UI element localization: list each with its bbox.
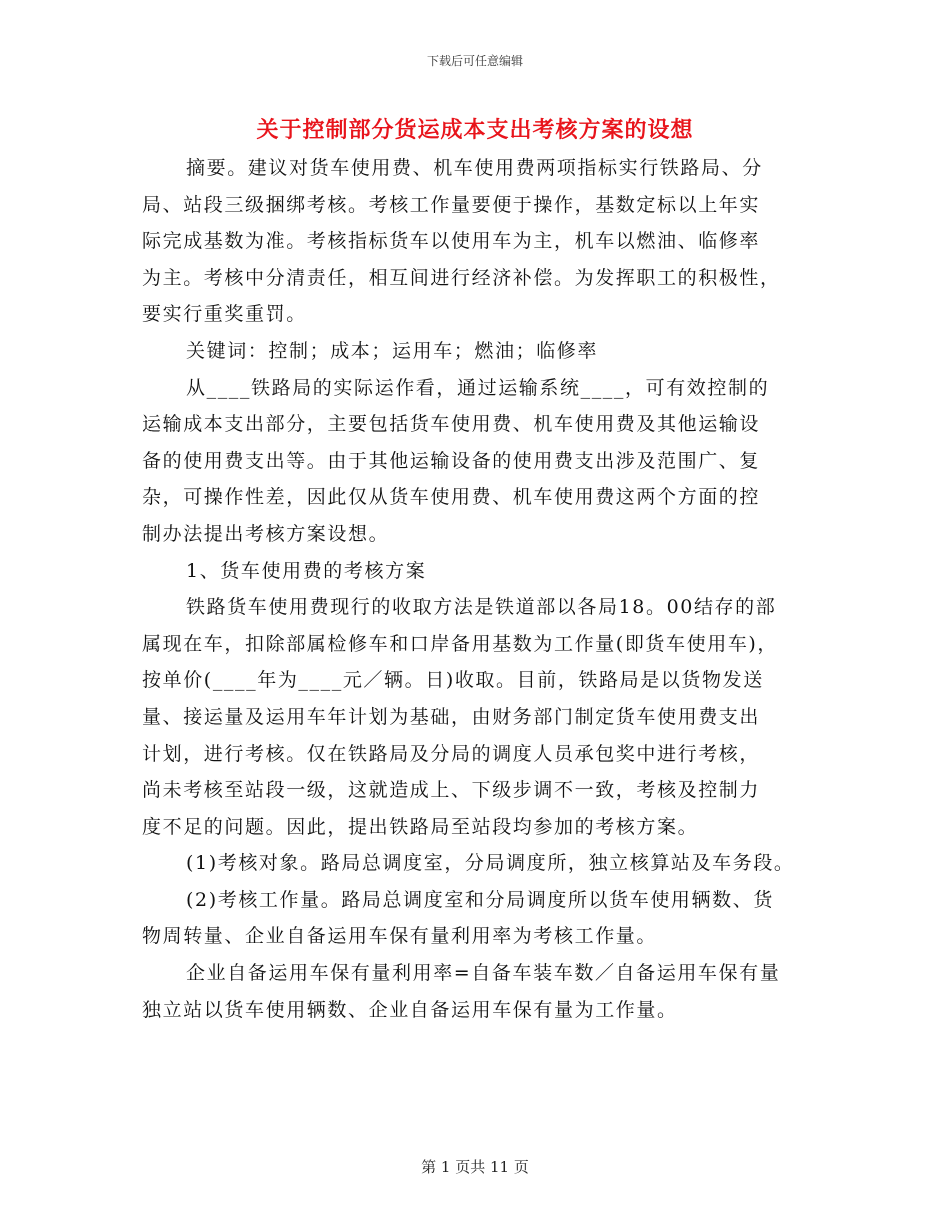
body-text-line: 计划，进行考核。仅在铁路局及分局的调度人员承包奖中进行考核， [142, 742, 761, 765]
body-text-line: 杂，可操作性差，因此仅从货车使用费、机车使用费这两个方面的控 [142, 486, 761, 509]
document-body [142, 150, 810, 1028]
body-text-line: 属现在车，扣除部属检修车和口岸备用基数为工作量(即货车使用车)， [142, 632, 779, 655]
document-title: 关于控制部分货运成本支出考核方案的设想 [256, 117, 694, 143]
body-text-line: 度不足的问题。因此，提出铁路局至站段均参加的考核方案。 [142, 815, 699, 838]
body-text-line: 局、站段三级捆绑考核。考核工作量要便于操作，基数定标以上年实 [142, 193, 761, 216]
body-text-line: 量、接运量及运用车年计划为基础，由财务部门制定货车使用费支出 [142, 705, 761, 728]
body-text-line: 尚未考核至站段一级，这就造成上、下级步调不一致，考核及控制力 [142, 779, 761, 802]
body-text-line: 摘要。建议对货车使用费、机车使用费两项指标实行铁路局、分 [186, 157, 763, 179]
body-text-line: (1)考核对象。路局总调度室，分局调度所，独立核算站及车务段。 [186, 852, 795, 875]
body-text-line: 运输成本支出部分，主要包括货车使用费、机车使用费及其他运输设 [142, 413, 761, 436]
body-text-line: 物周转量、企业自备运用车保有量利用率为考核工作量。 [142, 925, 658, 948]
body-text-line: 关键词：控制；成本；运用车；燃油；临修率 [186, 339, 599, 362]
header-note: 下载后可任意编辑 [426, 54, 523, 68]
body-text-line: (2)考核工作量。路局总调度室和分局调度所以货车使用辆数、货 [186, 888, 774, 911]
body-text-line: 制办法提出考核方案设想。 [142, 522, 390, 545]
body-text-line: 备的使用费支出等。由于其他运输设备的使用费支出涉及范围广、复 [142, 449, 761, 472]
body-text-line: 按单价(____年为____元／辆。日)收取。目前，铁路局是以货物发送 [142, 669, 764, 692]
body-text-line: 从____铁路局的实际运作看，通过运输系统____，可有效控制的 [186, 376, 770, 399]
page-number-footer: 第 1 页共 11 页 [421, 1158, 529, 1176]
body-text-line: 1、货车使用费的考核方案 [186, 559, 427, 582]
body-text-line: 为主。考核中分清责任，相互间进行经济补偿。为发挥职工的积极性， [142, 266, 781, 289]
body-text-line: 际完成基数为准。考核指标货车以使用车为主，机车以燃油、临修率 [142, 230, 761, 253]
body-text-line: 要实行重奖重罚。 [142, 303, 307, 326]
body-text-line: 企业自备运用车保有量利用率=自备车装车数／自备运用车保有量 [186, 962, 781, 985]
body-text-line: 铁路货车使用费现行的收取方法是铁道部以各局18。00结存的部 [186, 596, 777, 619]
body-text-line: 独立站以货车使用辆数、企业自备运用车保有量为工作量。 [142, 998, 678, 1021]
